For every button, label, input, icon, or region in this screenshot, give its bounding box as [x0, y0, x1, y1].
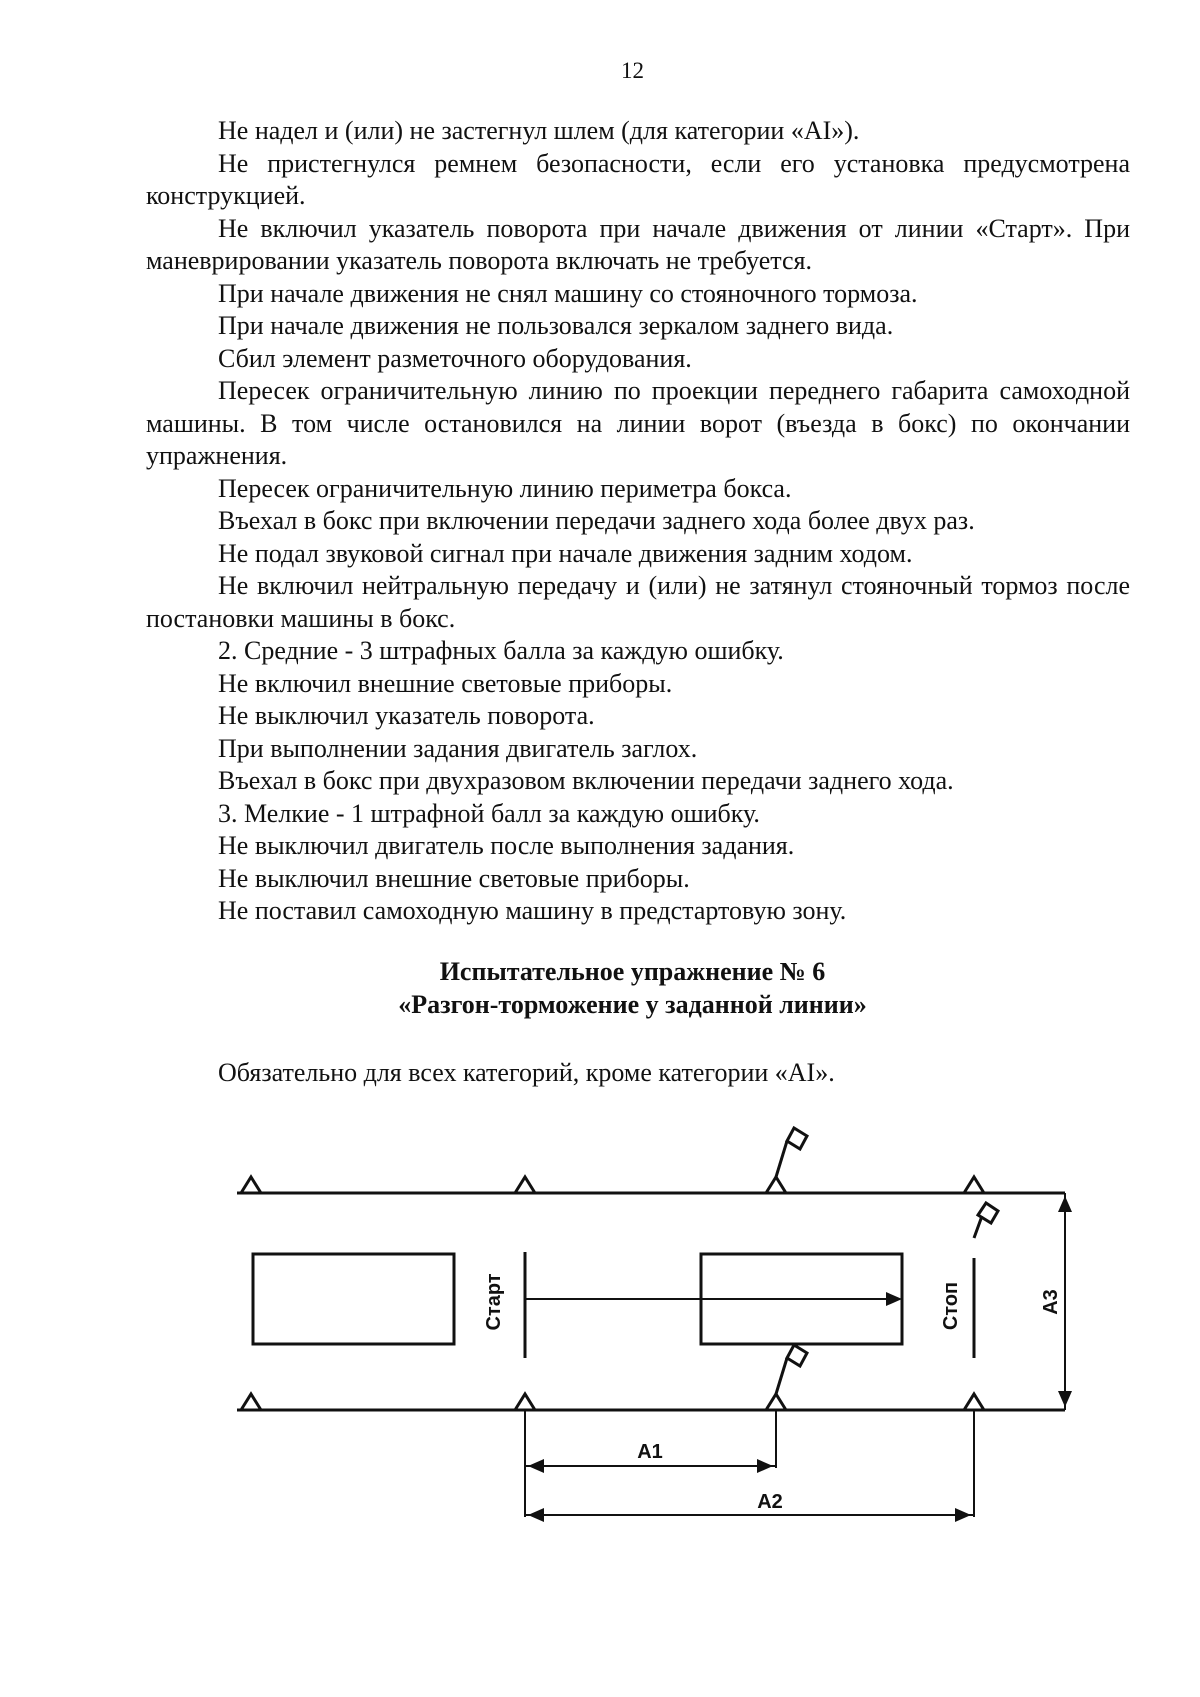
exercise-title: Испытательное упражнение № 6 [439, 957, 826, 986]
arrow-head-icon [528, 1459, 544, 1473]
paragraph: Сбил элемент разметочного оборудования. [218, 343, 692, 373]
arrow-head-icon [528, 1508, 544, 1522]
paragraph: 3. Мелкие - 1 штрафной балл за каждую ошибку. [218, 798, 760, 828]
paragraph: Не подал звуковой сигнал при начале движения задним ходом. [218, 538, 913, 568]
cone-marker-icon [766, 1394, 786, 1410]
exercise-subtitle: «Разгон-торможение у заданной линии» [398, 990, 867, 1019]
paragraph: При начале движения не снял машину со стояночного тормоза. [218, 278, 918, 308]
page-number: 12 [621, 58, 644, 83]
dimension-label-a3: А3 [1040, 1289, 1062, 1315]
paragraph: Не включил внешние световые приборы. [218, 668, 673, 698]
start-label: Старт [483, 1273, 505, 1331]
flag-icon [974, 1203, 998, 1238]
paragraph: Пересек ограничительную линию по проекции переднего габарита самоходной машины. В том числе остановился на линии ворот (въезда в бокс) по окончании упражнения. [146, 376, 1130, 470]
arrow-head-icon [757, 1459, 773, 1473]
paragraph: 2. Средние - 3 штрафных балла за каждую ошибку. [218, 636, 784, 665]
arrow-head-icon [1058, 1196, 1072, 1212]
arrow-head-icon [955, 1508, 971, 1522]
arrow-head-icon [886, 1292, 902, 1306]
paragraph: Не выключил указатель поворота. [218, 701, 595, 730]
paragraph: Не выключил двигатель после выполнения задания. [218, 831, 795, 860]
paragraph: Не пристегнулся ремнем безопасности, если его установка предусмотрена конструкцией. [146, 148, 1130, 210]
cone-marker-icon [241, 1394, 261, 1410]
flag-icon [776, 1128, 807, 1177]
stop-label: Стоп [940, 1281, 962, 1331]
cone-marker-icon [241, 1177, 261, 1193]
paragraph: Не надел и (или) не застегнул шлем (для категории «AI»). [218, 116, 860, 145]
paragraph: Пересек ограничительную линию периметра бокса. [218, 473, 792, 503]
arrow-head-icon [1058, 1391, 1072, 1407]
cone-marker-icon [964, 1177, 984, 1193]
box-rectangle [253, 1254, 454, 1344]
paragraph: Не включил указатель поворота при начале движения от линии «Старт». При маневрировании указатель поворота включать не требуется. [146, 213, 1130, 275]
paragraph: Не включил нейтральную передачу и (или) не затянул стояночный тормоз после постановки машины в бокс. [146, 571, 1130, 633]
paragraph: Въехал в бокс при двухразовом включении передачи заднего хода. [218, 766, 954, 795]
paragraph: Не выключил внешние световые приборы. [218, 863, 690, 893]
cone-marker-icon [515, 1394, 535, 1410]
cone-marker-icon [766, 1177, 786, 1193]
dimension-label-a2: А2 [757, 1491, 783, 1513]
dimension-label-a1: А1 [637, 1441, 663, 1463]
paragraph: При выполнении задания двигатель заглох. [218, 733, 698, 763]
paragraph: При начале движения не пользовался зеркалом заднего вида. [218, 311, 894, 340]
category-note: Обязательно для всех категорий, кроме категории «AI». [218, 1058, 835, 1087]
paragraph: Не поставил самоходную машину в предстартовую зону. [218, 896, 847, 925]
flag-icon [776, 1345, 807, 1394]
cone-marker-icon [964, 1394, 984, 1410]
cone-marker-icon [515, 1177, 535, 1193]
paragraph: Въехал в бокс при включении передачи заднего хода более двух раз. [218, 506, 975, 535]
